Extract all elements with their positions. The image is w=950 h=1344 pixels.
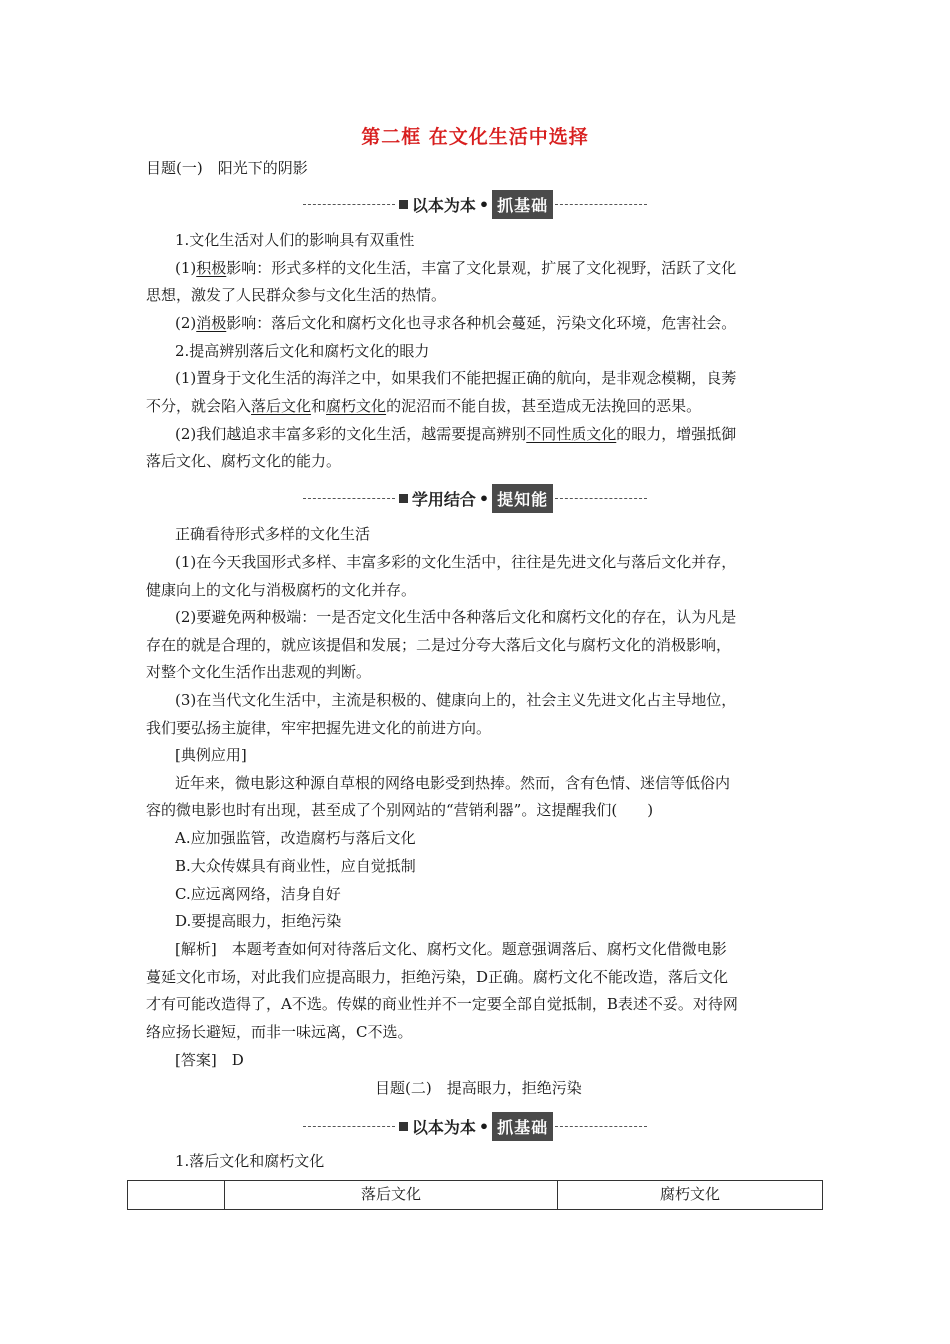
dot-icon: • [478, 489, 490, 508]
section-label: 以本为本 [411, 1118, 476, 1137]
point-heading: 1.落后文化和腐朽文化 [175, 1152, 325, 1170]
underlined-keyword: 积极 [196, 259, 227, 277]
section-header-basics [0, 190, 950, 220]
underlined-keyword: 腐朽文化 [326, 397, 387, 415]
question-line: 容的微电影也时有出现，甚至成了个别网站的“营销利器”。这提醒我们( ) [146, 801, 654, 819]
section-badge: 提知能 [492, 484, 553, 513]
table-row [128, 1181, 823, 1210]
square-bullet-icon [399, 1122, 408, 1131]
table-header-cell: 落后文化 [225, 1181, 558, 1210]
paragraph-line: 思想，激发了人民群众参与文化生活的热情。 [146, 286, 447, 304]
section-label: 学用结合 [411, 490, 476, 509]
point-heading: 正确看待形式多样的文化生活 [175, 525, 371, 543]
comparison-table [127, 1180, 823, 1210]
section-header-basics-2 [0, 1112, 950, 1142]
analysis-line: 络应扬长避短，而非一味远离，C不选。 [146, 1023, 413, 1041]
square-bullet-icon [399, 494, 408, 503]
section-badge: 抓基础 [492, 190, 553, 219]
section-label: 以本为本 [411, 196, 476, 215]
divider [555, 1126, 647, 1127]
answer-line: [答案] D [175, 1051, 244, 1069]
underlined-keyword: 不同性质文化 [526, 425, 617, 443]
analysis-line: 蔓延文化市场，对此我们应提高眼力，拒绝污染，D正确。腐朽文化不能改造，落后文化 [146, 968, 729, 986]
dot-icon: • [478, 1117, 490, 1136]
paragraph-line: 存在的就是合理的，就应该提倡和发展；二是过分夸大落后文化与腐朽文化的消极影响， [146, 636, 732, 654]
paragraph-line: 健康向上的文化与消极腐朽的文化并存。 [146, 581, 417, 599]
divider [555, 498, 647, 499]
point-heading: 1.文化生活对人们的影响具有双重性 [175, 231, 415, 249]
analysis-line: 才有可能改造得了，A不选。传媒的商业性并不一定要全部自觉抵制，B表述不妥。对待网 [146, 995, 738, 1013]
paragraph-line: (1)在今天我国形式多样、丰富多彩的文化生活中，往往是先进文化与落后文化并存， [175, 553, 737, 571]
paragraph-line: (2)要避免两种极端：一是否定文化生活中各种落后文化和腐朽文化的存在，认为凡是 [175, 608, 737, 626]
section-header-application [0, 484, 950, 514]
dot-icon: • [478, 195, 490, 214]
underlined-keyword: 消极 [196, 314, 227, 332]
table-cell [128, 1181, 225, 1210]
topic-heading-2: 目题(二) 提高眼力，拒绝污染 [375, 1079, 582, 1097]
underlined-keyword: 落后文化 [251, 397, 312, 415]
page-title: 第二框 在文化生活中选择 [361, 126, 589, 148]
paragraph-line: (2)消极影响：落后文化和腐朽文化也寻求各种机会蔓延，污染文化环境，危害社会。 [175, 314, 737, 332]
option-d: D.要提高眼力，拒绝污染 [175, 912, 342, 930]
topic-heading-1: 目题(一) 阳光下的阴影 [146, 159, 308, 177]
paragraph-line: 我们要弘扬主旋律，牢牢把握先进文化的前进方向。 [146, 719, 492, 737]
divider [555, 204, 647, 205]
square-bullet-icon [399, 200, 408, 209]
paragraph-line: (2)我们越追求丰富多彩的文化生活，越需要提高辨别不同性质文化的眼力，增强抵御 [175, 425, 737, 443]
paragraph-line: (1)置身于文化生活的海洋之中，如果我们不能把握正确的航向，是非观念模糊，良莠 [175, 369, 737, 387]
example-heading: [典例应用] [175, 746, 247, 764]
divider [303, 204, 395, 205]
analysis-line: [解析] 本题考查如何对待落后文化、腐朽文化。题意强调落后、腐朽文化借微电影 [175, 940, 727, 958]
point-heading: 2.提高辨别落后文化和腐朽文化的眼力 [175, 342, 430, 360]
paragraph-line: (3)在当代文化生活中，主流是积极的、健康向上的，社会主义先进文化占主导地位， [175, 691, 737, 709]
option-a: A.应加强监管，改造腐朽与落后文化 [175, 829, 416, 847]
table-header-cell: 腐朽文化 [558, 1181, 823, 1210]
question-line: 近年来，微电影这种源自草根的网络电影受到热捧。然而，含有色情、迷信等低俗内 [175, 774, 731, 792]
option-b: B.大众传媒具有商业性，应自觉抵制 [175, 857, 416, 875]
paragraph-line: 不分，就会陷入落后文化和腐朽文化的泥沼而不能自拔，甚至造成无法挽回的恶果。 [146, 397, 702, 415]
option-c: C.应远离网络，洁身自好 [175, 885, 341, 903]
paragraph-line: 落后文化、腐朽文化的能力。 [146, 452, 342, 470]
paragraph-line: (1)积极影响：形式多样的文化生活，丰富了文化景观，扩展了文化视野，活跃了文化 [175, 259, 737, 277]
paragraph-line: 对整个文化生活作出悲观的判断。 [146, 663, 372, 681]
section-badge: 抓基础 [492, 1112, 553, 1141]
divider [303, 1126, 395, 1127]
divider [303, 498, 395, 499]
